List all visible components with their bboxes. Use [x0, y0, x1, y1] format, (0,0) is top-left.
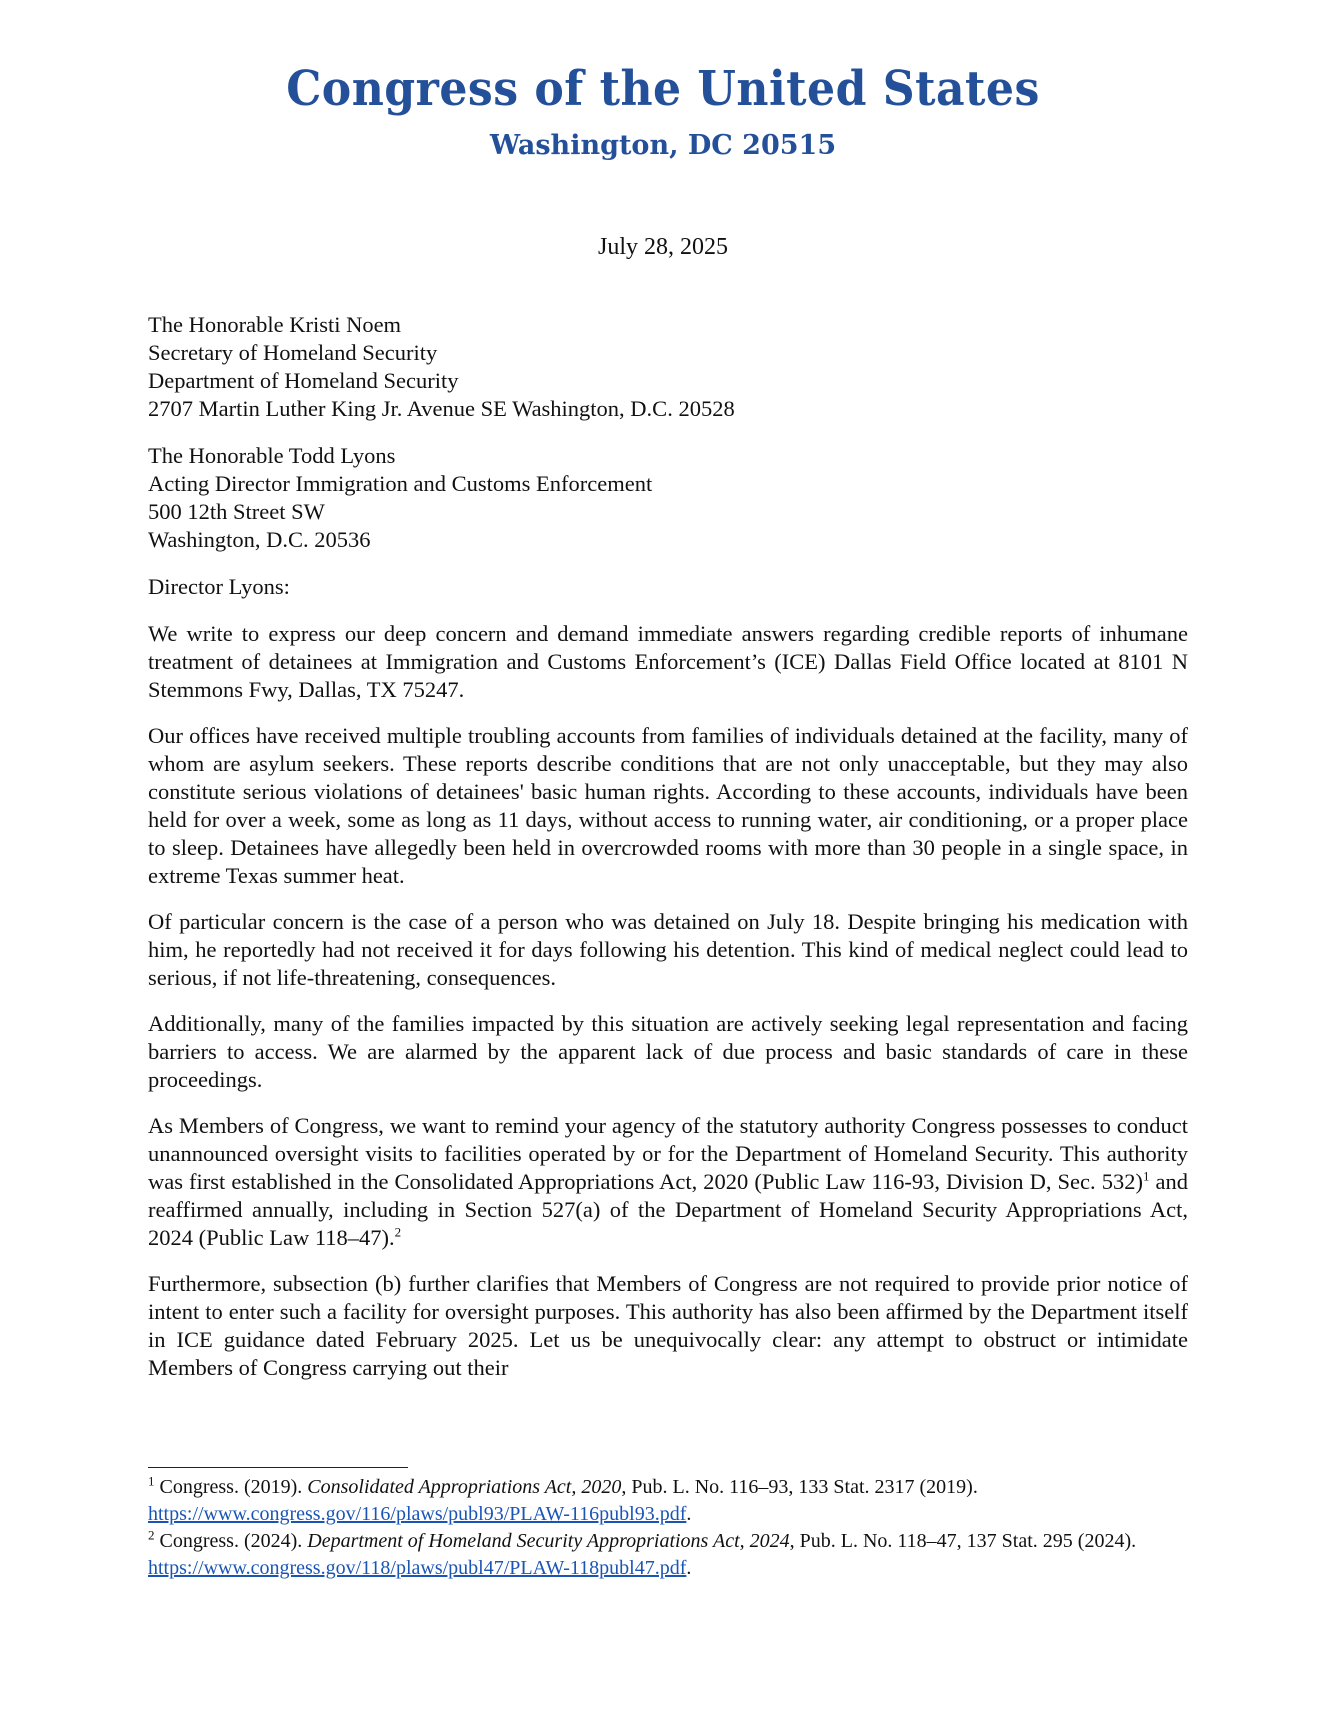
body-paragraph: Of particular concern is the case of a person who was detained on July 18. Despite bringing his medication with him, he reportedly had not received it for days following his detention. This kind of medical neglect could lead to serious, if not life-threatening, consequences. — [148, 909, 1188, 990]
recipient-title: Acting Director Immigration and Customs Enforcement — [148, 471, 653, 496]
footnote-title: Consolidated Appropriations Act, 2020 — [307, 1476, 622, 1498]
footnote-link[interactable]: https://www.congress.gov/118/plaws/publ47/PLAW-118publ47.pdf — [148, 1557, 687, 1579]
recipient-name: The Honorable Kristi Noem — [148, 312, 402, 337]
footnote-ref-2[interactable]: 2 — [394, 1224, 402, 1240]
footnote-divider — [148, 1467, 408, 1468]
recipient-city: Washington, D.C. 20536 — [148, 527, 371, 552]
recipient-name: The Honorable Todd Lyons — [148, 443, 396, 468]
recipient-street: 500 12th Street SW — [148, 499, 325, 524]
body-paragraph: We write to express our deep concern and demand immediate answers regarding credible reports of inhumane treatment of detainees at Immigration and Customs Enforcement’s (ICE) Dallas Field Office located at 8101 N Stemmons Fwy, Dallas, TX 75247. — [148, 621, 1188, 702]
letterhead-address: Washington, DC 20515 — [489, 130, 837, 161]
footnote-number: 2 — [148, 1527, 155, 1543]
footnote-link[interactable]: https://www.congress.gov/116/plaws/publ93/PLAW-116publ93.pdf — [148, 1503, 687, 1525]
recipient-block — [148, 442, 1188, 554]
letterhead — [0, 60, 1326, 162]
authority-paragraph — [148, 1112, 1188, 1252]
authority-text-1: As Members of Congress, we want to remind your agency of the statutory authority Congress possesses to conduct unannounced oversight visits to facilities operated by or for the Department of Homeland Security. This authority was first established in the Consolidated Appropriations Act, 2020 (Public Law 116-93, Division D, Sec. 532) — [148, 1113, 1188, 1194]
footnotes — [148, 1474, 1188, 1582]
recipient-title: Secretary of Homeland Security — [148, 340, 438, 365]
salutation: Director Lyons: — [148, 574, 290, 599]
body-paragraph: Additionally, many of the families impacted by this situation are actively seeking legal representation and facing barriers to access. We are alarmed by the apparent lack of due process and basic standards of care in these proceedings. — [148, 1011, 1188, 1092]
letter-body — [148, 311, 1188, 1382]
footnote-author: Congress. (2019). — [159, 1476, 308, 1498]
footnote-citation: , Pub. L. No. 118–47, 137 Stat. 295 — [789, 1530, 1073, 1552]
footnote-ref-1[interactable]: 1 — [1142, 1168, 1150, 1184]
recipient-block — [148, 311, 1188, 423]
footnote-number: 1 — [148, 1473, 155, 1489]
letterhead-title: Congress of the United States — [286, 61, 1040, 117]
footnote-title: Department of Homeland Security Appropriations Act, 2024 — [307, 1530, 790, 1552]
authority-text-2: and reaffirmed annually, including in Section 527(a) of the Department of Homeland Security Appropriations Act, 2024 (Public Law 118–47). — [148, 1169, 1188, 1250]
recipient-department: Department of Homeland Security — [148, 368, 459, 393]
footnote-1 — [148, 1474, 1188, 1528]
letter-date: July 28, 2025 — [597, 234, 728, 260]
footnote-author: Congress. (2024). — [159, 1530, 308, 1552]
body-paragraph: Our offices have received multiple troubling accounts from families of individuals detained at the facility, many of whom are asylum seekers. These reports describe conditions that are not only unacceptable, but they may also constitute serious violations of detainees' basic human rights. According to these accounts, individuals have been held for over a week, some as long as 11 days, without access to running water, air conditioning, or a proper place to sleep. Detainees have allegedly been held in overcrowded rooms with more than 30 people in a single space, in extreme Texas summer heat. — [148, 723, 1188, 888]
footnote-2 — [148, 1528, 1188, 1582]
footnote-year: (2024). — [1072, 1530, 1137, 1552]
footnote-period: . — [686, 1557, 692, 1579]
footnote-citation: , Pub. L. No. 116–93, 133 Stat. 2317 (2019). — [621, 1476, 978, 1498]
footnote-period: . — [686, 1503, 692, 1525]
body-paragraph: Furthermore, subsection (b) further clarifies that Members of Congress are not required to provide prior notice of intent to enter such a facility for oversight purposes. This authority has also been affirmed by the Department itself in ICE guidance dated February 2025. Let us be unequivocally clear: any attempt to obstruct or intimidate Members of Congress carrying out their — [148, 1271, 1188, 1380]
recipient-address: 2707 Martin Luther King Jr. Avenue SE Washington, D.C. 20528 — [148, 396, 735, 421]
